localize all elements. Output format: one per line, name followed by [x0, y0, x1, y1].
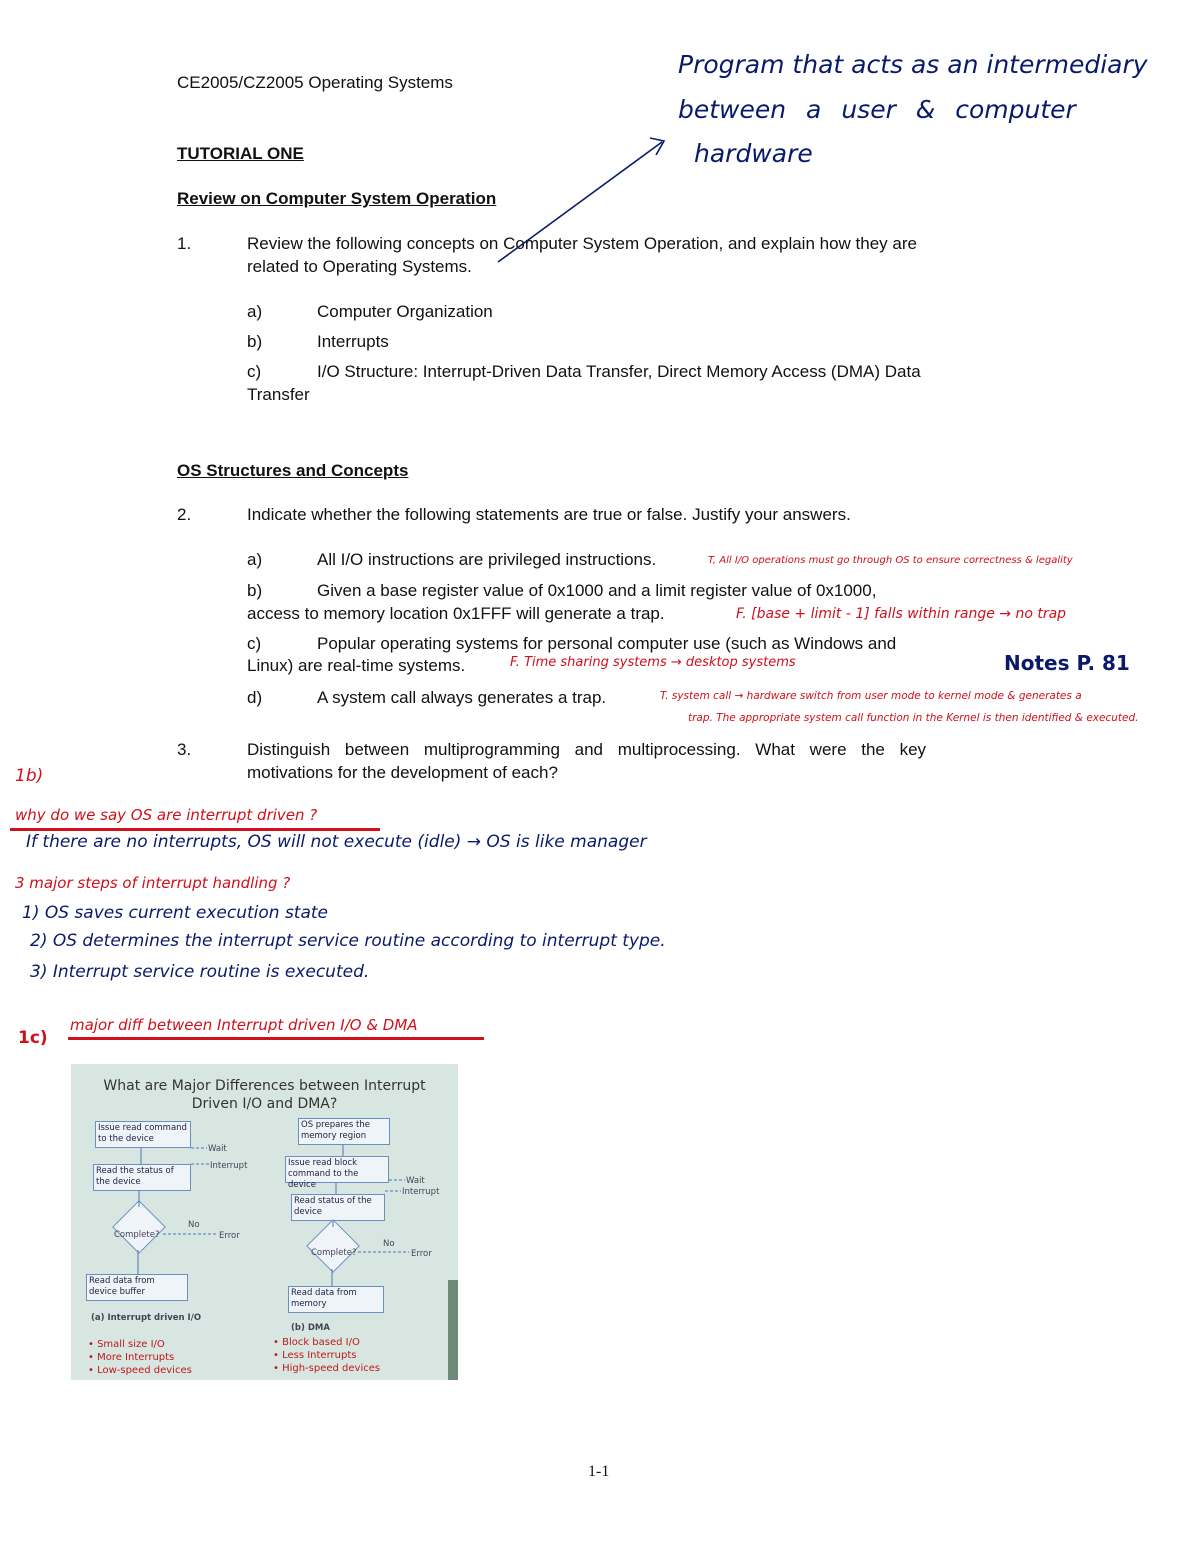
flow-label-error: Error [219, 1231, 240, 1241]
item-text-cont: access to memory location 0x1FFF will generate a trap. [247, 604, 665, 623]
slide-bullet: • More Interrupts [88, 1352, 175, 1363]
flow-box: Read data from memory [288, 1286, 384, 1313]
flow-label-interrupt: Interrupt [402, 1187, 440, 1197]
item-label: c) [247, 362, 262, 381]
item-text: All I/O instructions are privileged instructions. [317, 550, 657, 569]
item-text: Computer Organization [317, 302, 493, 321]
section-heading-computer-system-operation: Review on Computer System Operation [177, 189, 497, 208]
item-label: b) [247, 332, 263, 351]
slide-bullet: • Less Interrupts [273, 1350, 357, 1361]
handwritten-answer-b: F. [base + limit - 1] falls within range → no trap [736, 606, 1067, 622]
slide-bullet: • High-speed devices [273, 1363, 381, 1374]
handwritten-step: 3) Interrupt service routine is executed. [30, 962, 370, 982]
flow-label-complete: Complete? [114, 1230, 160, 1240]
slide-bullet: • Small size I/O [88, 1339, 165, 1350]
item-label: a) [247, 550, 263, 569]
item-text-cont: Linux) are real-time systems. [247, 656, 466, 675]
item-text-cont: Transfer [247, 385, 310, 404]
flow-box: Read the status of the device [93, 1164, 191, 1191]
slide-photo-edge [448, 1280, 458, 1380]
handwritten-margin-label: 1c) [18, 1028, 48, 1048]
slide-title: Driven I/O and DMA? [191, 1096, 338, 1112]
question-3-text: Distinguish between multiprogramming and multiprocessing. What were the key [247, 740, 927, 759]
item-text: Interrupts [317, 332, 389, 351]
flow-label-interrupt: Interrupt [210, 1161, 248, 1171]
slide-image-interrupt-vs-dma [71, 1064, 458, 1380]
question-number: 2. [177, 505, 192, 524]
slide-title: What are Major Differences between Interrupt [103, 1078, 426, 1094]
handwritten-notes-reference: Notes P. 81 [1004, 651, 1130, 675]
item-label: c) [247, 634, 262, 653]
flow-label-no: No [383, 1239, 395, 1249]
flow-box: Issue read command to the device [95, 1121, 191, 1148]
item-text: A system call always generates a trap. [317, 688, 607, 707]
question-2-text: Indicate whether the following statements are true or false. Justify your answers. [247, 505, 851, 524]
item-text: I/O Structure: Interrupt-Driven Data Transfer, Direct Memory Access (DMA) Data [317, 362, 921, 381]
section-heading-os-structures: OS Structures and Concepts [177, 461, 409, 480]
handwritten-os-definition: hardware [694, 139, 813, 168]
handwritten-arrow [0, 0, 1200, 400]
handwritten-underline [68, 1037, 484, 1040]
item-text: Given a base register value of 0x1000 and a limit register value of 0x1000, [317, 581, 877, 600]
slide-bullet: • Block based I/O [273, 1337, 360, 1348]
handwritten-answer-d: trap. The appropriate system call function in the Kernel is then identified & executed. [688, 712, 1139, 724]
handwritten-step: 1) OS saves current execution state [22, 903, 329, 923]
handwritten-question-interrupt: why do we say OS are interrupt driven ? [15, 806, 318, 824]
question-number: 3. [177, 740, 192, 759]
flow-box: Issue read block command to the device [285, 1156, 389, 1183]
handwritten-underline [10, 828, 380, 831]
handwritten-os-definition: Program that acts as an intermediary [678, 50, 1148, 79]
handwritten-answer-interrupt: If there are no interrupts, OS will not execute (idle) → OS is like manager [26, 832, 647, 852]
flow-arrows [71, 1064, 458, 1380]
question-1-text: Review the following concepts on Computer System Operation, and explain how they are [247, 234, 917, 253]
handwritten-answer-d: T. system call → hardware switch from user mode to kernel mode & generates a [660, 690, 1082, 702]
item-label: a) [247, 302, 263, 321]
question-number: 1. [177, 234, 192, 253]
handwritten-os-definition: between a user & computer [678, 95, 1076, 124]
flow-label-wait: Wait [208, 1144, 227, 1154]
slide-caption: (a) Interrupt driven I/O [91, 1313, 202, 1323]
page-number: 1-1 [588, 1463, 610, 1480]
item-text: Popular operating systems for personal computer use (such as Windows and [317, 634, 897, 653]
flow-box: OS prepares the memory region [298, 1118, 390, 1145]
flow-label-error: Error [411, 1249, 432, 1259]
handwritten-answer-c: F. Time sharing systems → desktop systems [510, 655, 796, 670]
flow-box: Read status of the device [291, 1194, 385, 1221]
handwritten-margin-label: 1b) [15, 766, 44, 786]
handwritten-answer-a: T, All I/O operations must go through OS to ensure correctness & legality [708, 555, 1073, 566]
flow-box: Read data from device buffer [86, 1274, 188, 1301]
handwritten-step: 2) OS determines the interrupt service routine according to interrupt type. [30, 931, 666, 951]
handwritten-question-steps: 3 major steps of interrupt handling ? [15, 874, 291, 892]
flow-label-no: No [188, 1220, 200, 1230]
course-title: CE2005/CZ2005 Operating Systems [177, 73, 453, 92]
question-1-text-cont: related to Operating Systems. [247, 257, 472, 276]
question-3-text-cont: motivations for the development of each? [247, 763, 558, 782]
item-label: b) [247, 581, 263, 600]
handwritten-question-diff: major diff between Interrupt driven I/O & DMA [70, 1016, 418, 1034]
flow-label-wait: Wait [406, 1176, 425, 1186]
slide-caption: (b) DMA [291, 1323, 330, 1333]
flow-label-complete: Complete? [311, 1248, 357, 1258]
tutorial-title: TUTORIAL ONE [177, 144, 304, 163]
slide-bullet: • Low-speed devices [88, 1365, 192, 1376]
item-label: d) [247, 688, 263, 707]
